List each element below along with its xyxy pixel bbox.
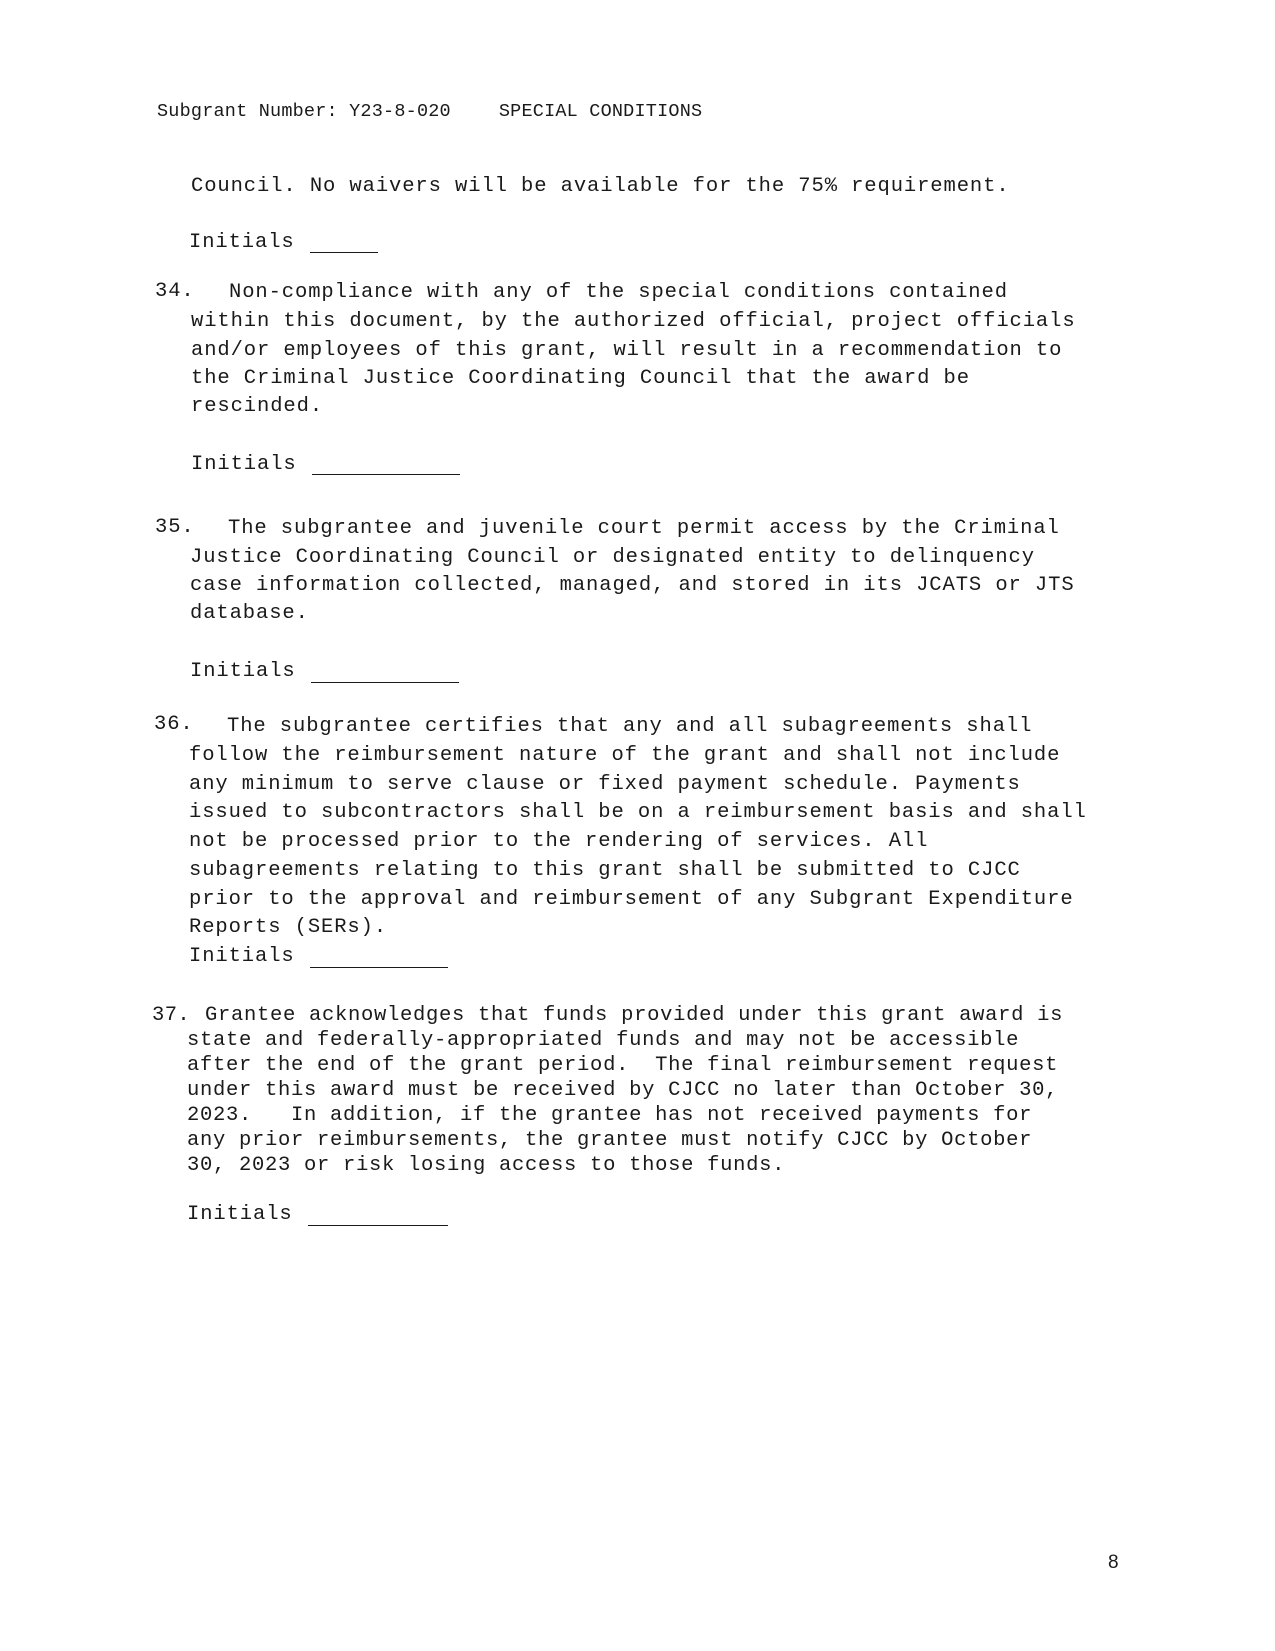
condition-line: issued to subcontractors shall be on a reimbursement basis and shall: [189, 801, 1087, 824]
condition-line: case information collected, managed, and stored in its JCATS or JTS: [190, 574, 1075, 597]
condition-line: 30, 2023 or risk losing access to those funds.: [187, 1154, 786, 1177]
document-title: SPECIAL CONDITIONS: [498, 101, 703, 122]
condition-line: not be processed prior to the rendering of services. All: [189, 830, 929, 853]
page-number: 8: [1108, 1552, 1119, 1573]
condition-line: state and federally-appropriated funds and may not be accessible: [187, 1029, 1020, 1052]
initials-blank: [312, 474, 460, 475]
condition-number: 34.: [155, 280, 195, 303]
condition-number: 36.: [154, 713, 194, 736]
initials-blank: [308, 1225, 448, 1226]
intro-text: Council. No waivers will be available for the 75% requirement.: [191, 175, 1010, 198]
condition-number: 37.: [152, 1004, 191, 1027]
condition-line: follow the reimbursement nature of the grant and shall not include: [189, 744, 1061, 767]
condition-line: 2023. In addition, if the grantee has not received payments for: [187, 1104, 1033, 1127]
condition-line: within this document, by the authorized official, project officials: [191, 310, 1076, 333]
initials-blank: [311, 682, 459, 683]
initials-label: Initials: [191, 453, 297, 476]
intro-initials-label: Initials: [189, 231, 295, 254]
condition-line: after the end of the grant period. The final reimbursement request: [187, 1054, 1059, 1077]
condition-line: subagreements relating to this grant shall be submitted to CJCC: [189, 859, 1021, 882]
initials-label: Initials: [189, 945, 295, 968]
initials-blank: [310, 967, 448, 968]
condition-line: database.: [190, 602, 309, 625]
condition-line: Reports (SERs).: [189, 916, 388, 939]
initials-label: Initials: [190, 660, 296, 683]
condition-line: any minimum to serve clause or fixed payment schedule. Payments: [189, 773, 1021, 796]
condition-line: prior to the approval and reimbursement of any Subgrant Expenditure: [189, 888, 1074, 911]
condition-line: Grantee acknowledges that funds provided under this grant award is: [205, 1004, 1064, 1027]
condition-line: Non-compliance with any of the special conditions contained: [229, 281, 1008, 304]
condition-line: The subgrantee certifies that any and all subagreements shall: [227, 715, 1033, 738]
condition-line: rescinded.: [191, 395, 324, 418]
page-header: [157, 101, 702, 122]
condition-line: The subgrantee and juvenile court permit access by the Criminal: [228, 517, 1060, 540]
initials-label: Initials: [187, 1203, 293, 1226]
condition-line: Justice Coordinating Council or designated entity to delinquency: [190, 546, 1035, 569]
condition-line: and/or employees of this grant, will result in a recommendation to: [191, 339, 1063, 362]
condition-line: under this award must be received by CJCC no later than October 30,: [187, 1079, 1059, 1102]
intro-initials-blank: [310, 252, 378, 253]
condition-line: the Criminal Justice Coordinating Council that the award be: [191, 367, 970, 390]
subgrant-number: Subgrant Number: Y23-8-020: [157, 101, 451, 122]
condition-line: any prior reimbursements, the grantee must notify CJCC by October: [187, 1129, 1033, 1152]
condition-number: 35.: [155, 516, 195, 539]
